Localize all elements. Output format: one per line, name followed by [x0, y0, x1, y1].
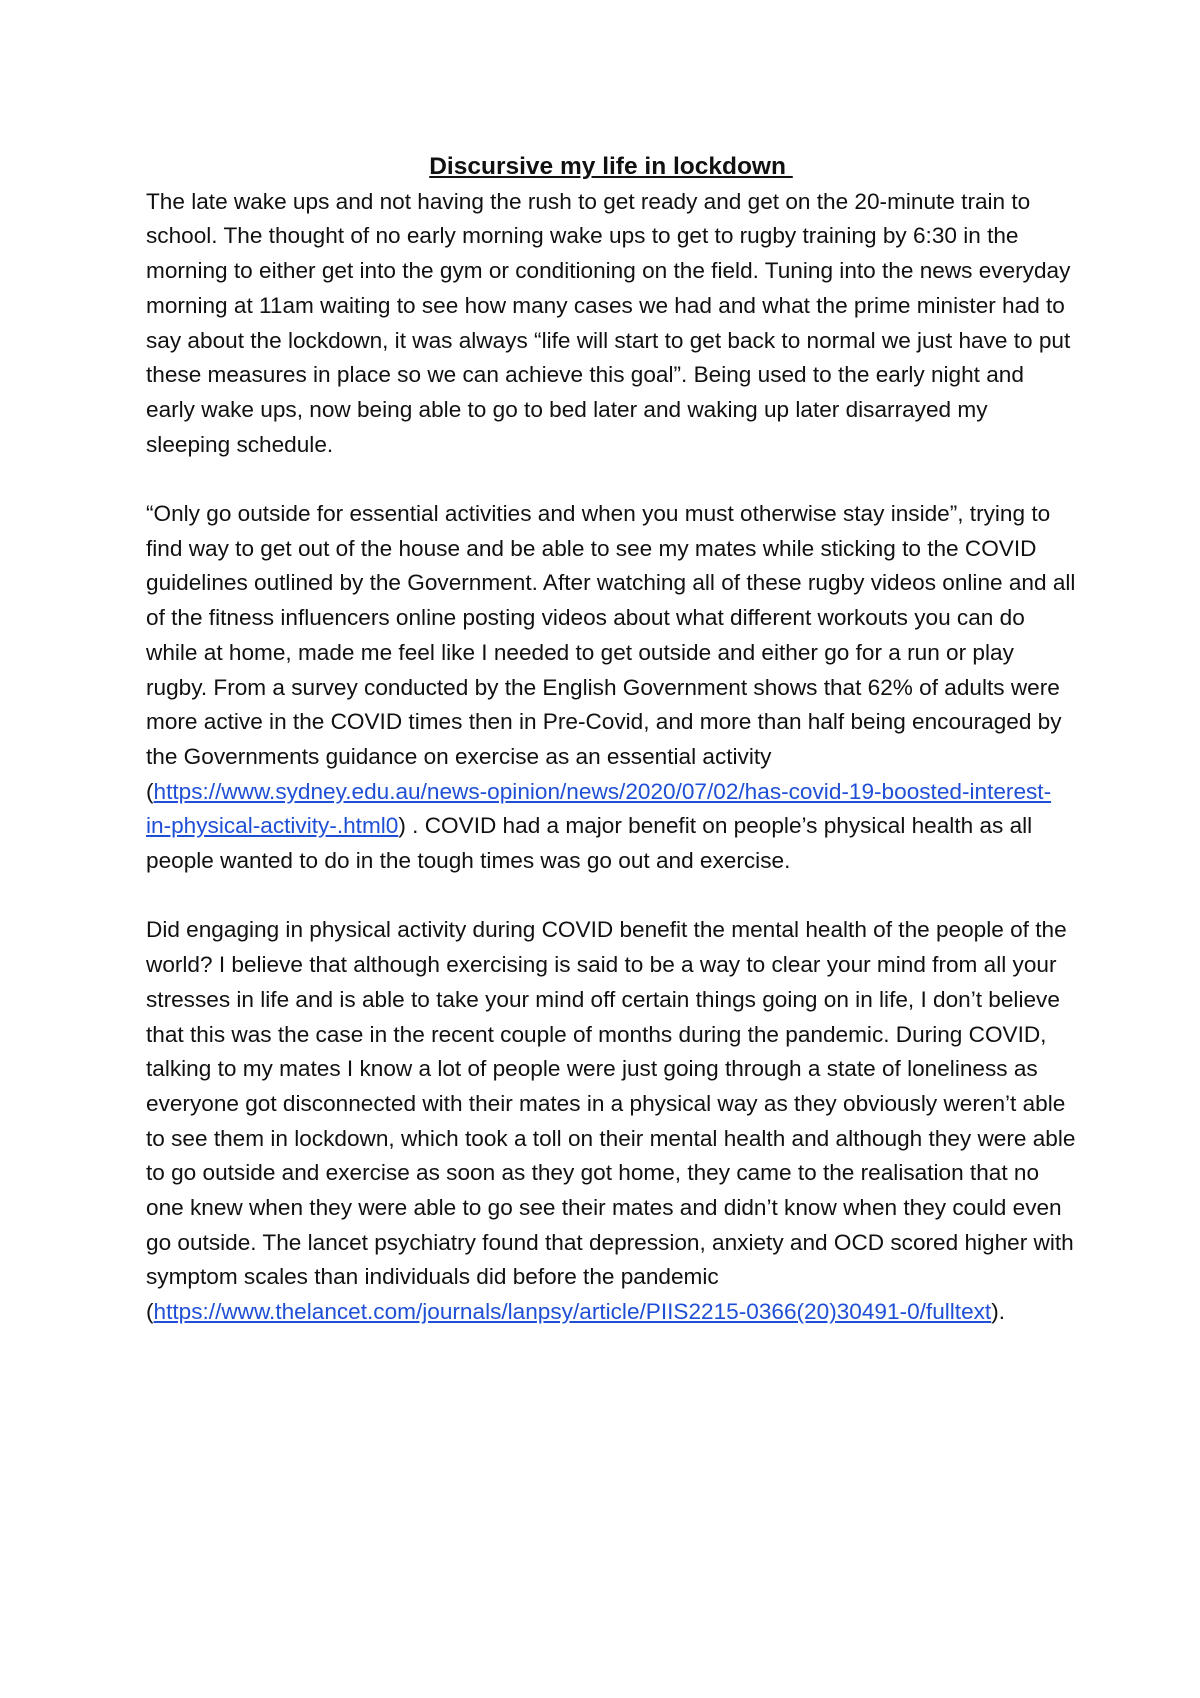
document-title: Discursive my life in lockdown [429, 153, 793, 180]
paragraph-1 [146, 185, 1076, 463]
paragraph-1-text: The late wake ups and not having the rush to get ready and get on the 20-minute train to school. The thought of no early morning wake ups to get to rugby training by 6:30 in the morning to either get into the gym or conditioning on the field. Tuning into the news everyday morning at 11am waiting to see how many cases we had and what the prime minister had to say about the lockdown, it was always “life will start to get back to normal we just have to put these measures in place so we can achieve this goal”. Being used to the early night and early wake ups, now being able to go to bed later and waking up later disarrayed my sleeping schedule. [146, 188, 1071, 457]
sydney-article-link[interactable]: https://www.sydney.edu.au/news-opinion/news/2020/07/02/has-covid-19-boosted-interest-in-physical-activity-.html0 [146, 778, 1052, 839]
paragraph-3-text-before: Did engaging in physical activity during COVID benefit the mental health of the people of the world? I believe that although exercising is said to be a way to clear your mind from all your stresses in life and is able to take your mind off certain things going on in life, I don’t believe that this was the case in the recent couple of months during the pandemic. During COVID, talking to my mates I know a lot of people were just going through a state of loneliness as everyone got disconnected with their mates in a physical way as they obviously weren’t able to see them in lockdown, which took a toll on their mental health and although they were able to go outside and exercise as soon as they got home, they came to the realisation that no one knew when they were able to go see their mates and didn’t know when they could even go outside. The lancet psychiatry found that depression, anxiety and OCD scored higher with symptom scales than individuals did before the pandemic ( [146, 917, 1076, 1325]
paragraph-3-text-after: ). [991, 1299, 1006, 1325]
paragraph-2-text-before: “Only go outside for essential activities and when you must otherwise stay inside”, trying to find way to get out of the house and be able to see my mates while sticking to the COVID guidelines outlined by the Government. After watching all of these rugby videos online and all of the fitness influencers online posting videos about what different workouts you can do while at home, made me feel like I needed to get outside and either go for a run or play rugby. From a survey conducted by the English Government shows that 62% of adults were more active in the COVID times then in Pre-Covid, and more than half being encouraged by the Governments guidance on exercise as an essential activity ( [146, 501, 1076, 804]
paragraph-3 [146, 913, 1076, 1329]
paragraph-2 [146, 497, 1076, 879]
document-page [146, 150, 1076, 1330]
lancet-article-link[interactable]: https://www.thelancet.com/journals/lanpsy/article/PIIS2215-0366(20)30491-0/fulltext [153, 1299, 992, 1325]
paragraph-2-text-after: ) . COVID had a major benefit on people’s physical health as all people wanted to do in the tough times was go out and exercise. [146, 813, 1033, 874]
